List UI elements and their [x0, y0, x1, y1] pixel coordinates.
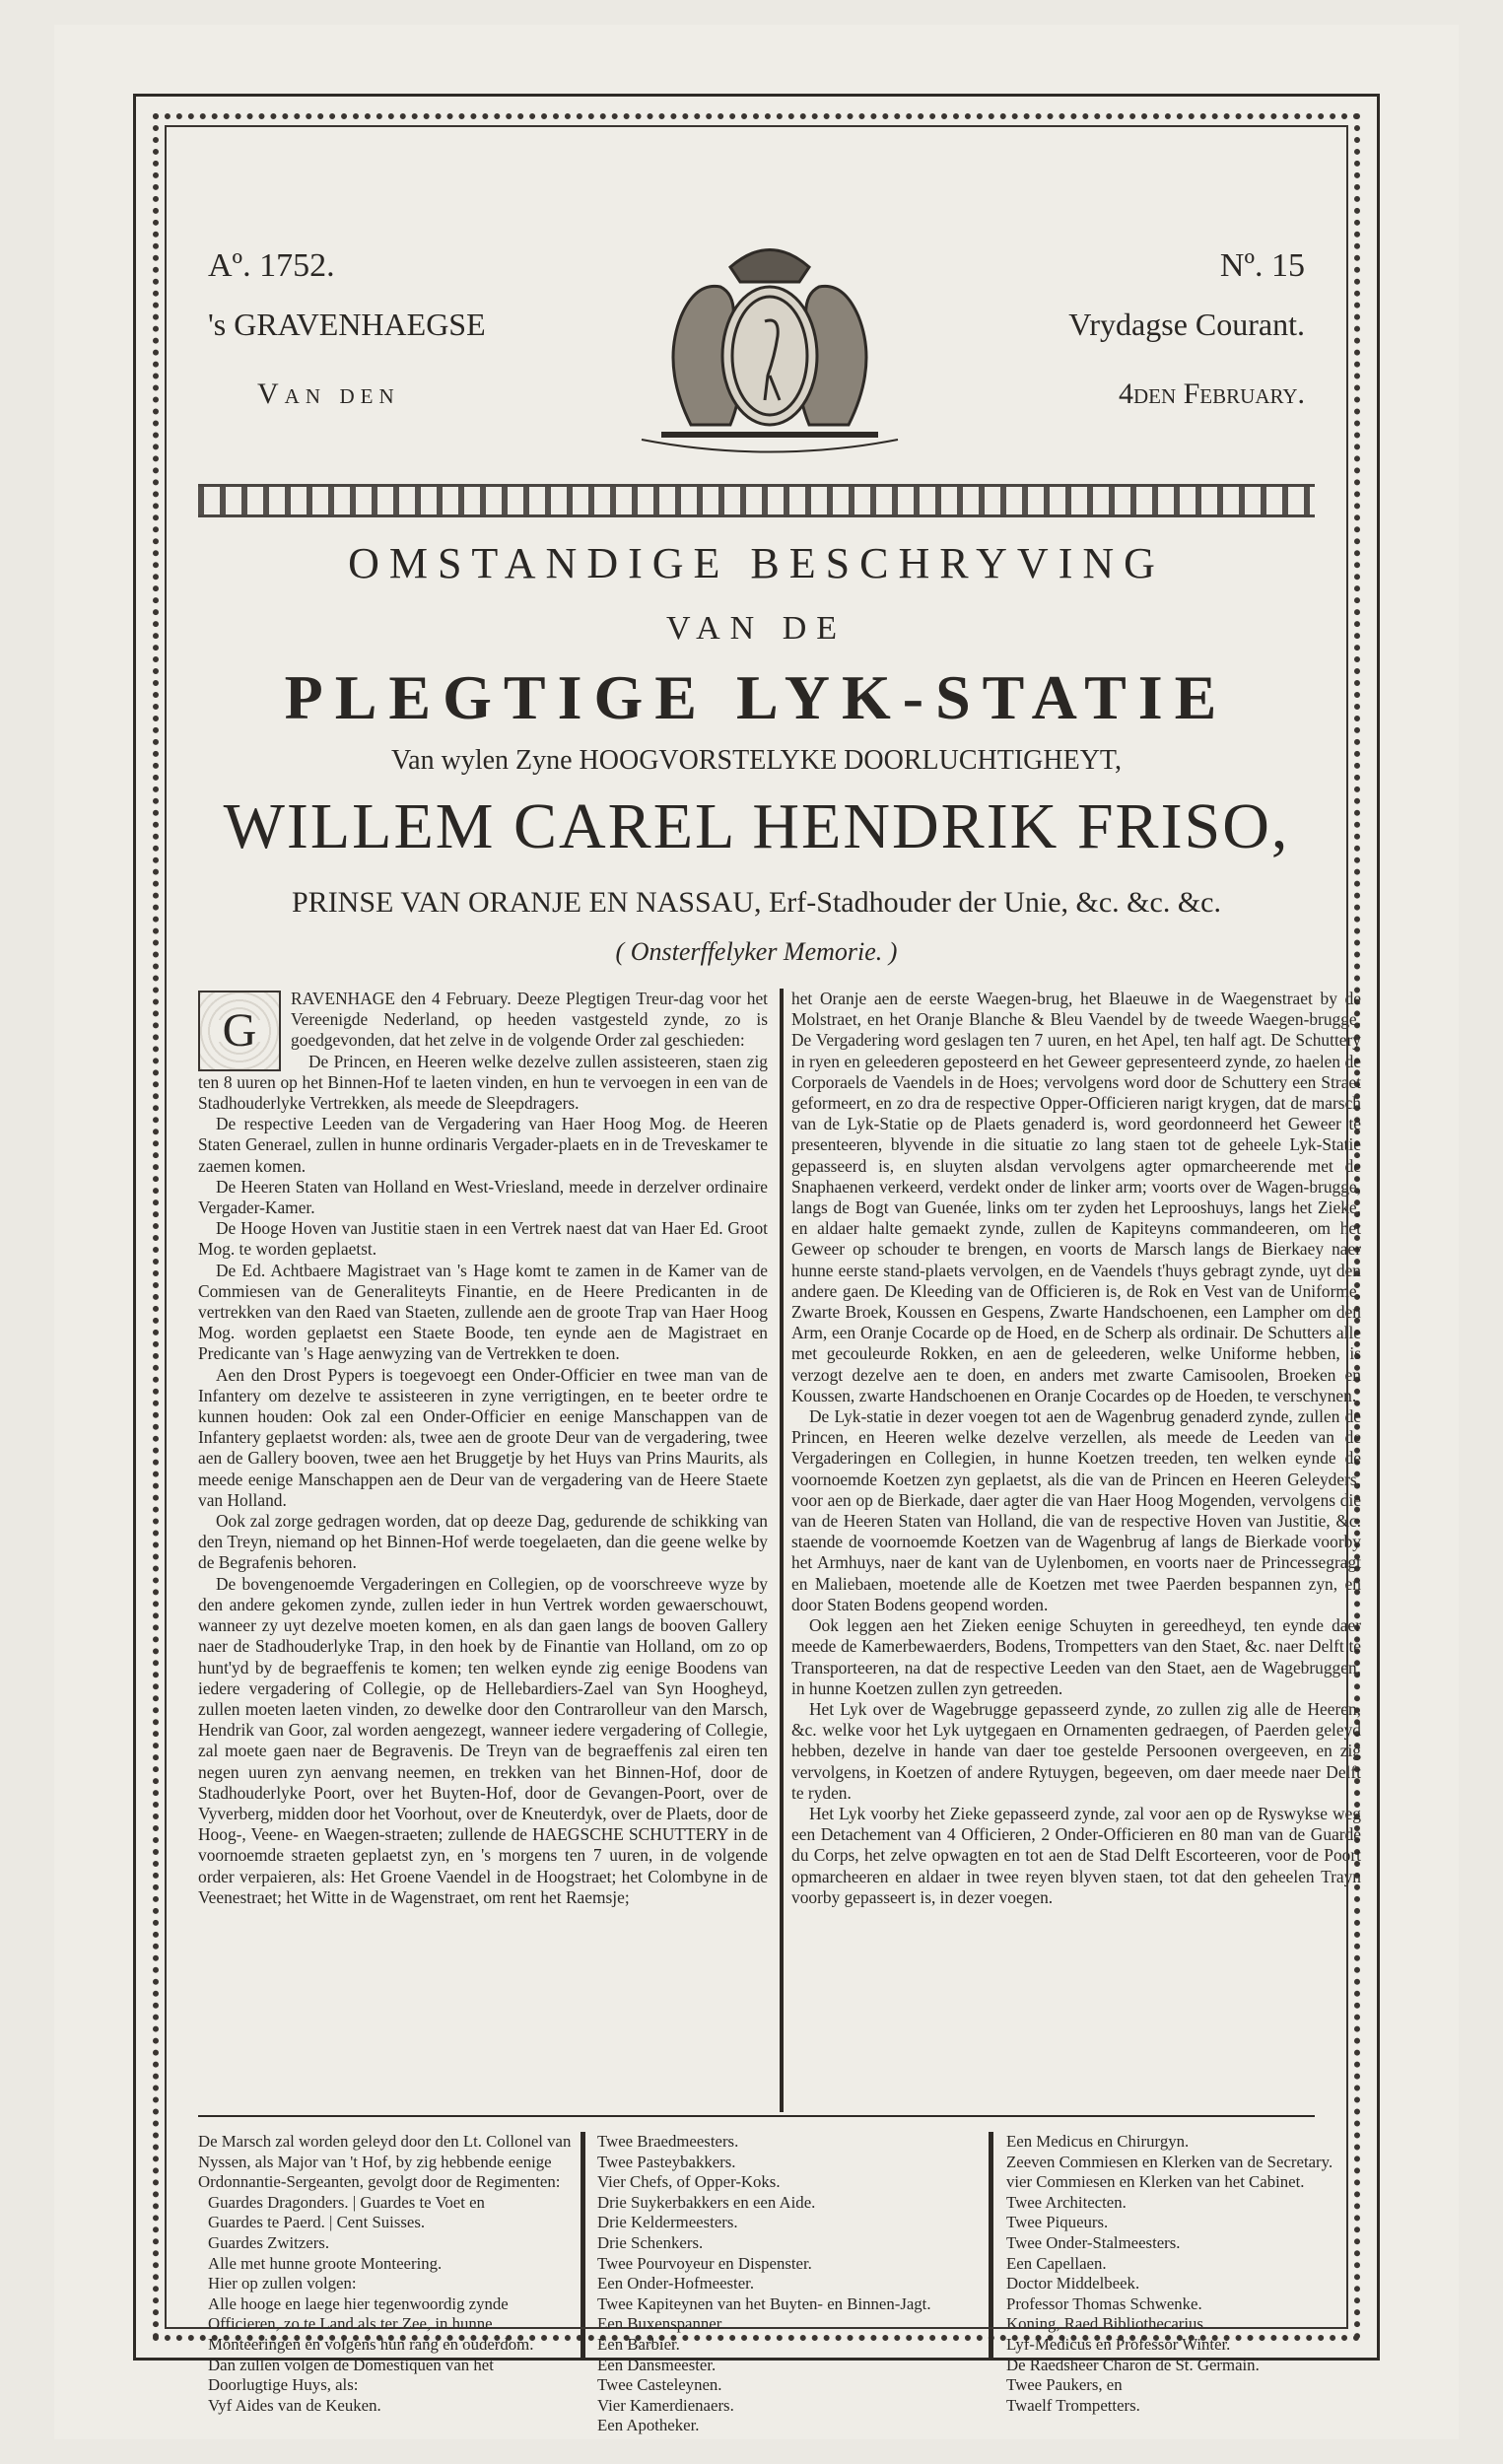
city-label: 's GRAVENHAEGSE [208, 307, 486, 342]
list-item: Vier Chefs, of Opper-Koks. [597, 2172, 781, 2192]
list-item: Een Barbier. [597, 2334, 680, 2354]
paragraph: De Ed. Achtbaere Magistraet van 's Hage komt te zamen in de Kamer van de Commiesen van de Generaliteyts Finantie, en de Heere Predicanten in de vertrekken van den Raed van Staeten, zullende aen de groote Trap van Haer Hoog Mog. worden geplaetst een Staete Boode, ten eynde aen de Magistraet en Predicante van 's Hage aenwyzing van de Vertrekken te doen. [198, 1260, 768, 1364]
list-item: Alle hooge en laege hier tegenwoordig zynde Officieren, zo te Land als ter Zee, in hunne Monteeringen en volgens hun rang en ouderdom. [208, 2293, 534, 2354]
list-item: Twee Onder-Stalmeesters. [1006, 2232, 1181, 2252]
list-item: Drie Keldermeesters. [597, 2213, 738, 2232]
list-item: Een Dansmeester. [597, 2355, 717, 2374]
list-item: Guardes te Paerd. | Cent Suisses. [208, 2213, 426, 2232]
list-item: Vier Kamerdienaers. [597, 2395, 734, 2415]
list-item: Twee Paukers, en [1006, 2375, 1123, 2395]
column-divider [581, 2132, 585, 2361]
list-item: Hier op zullen volgen: [208, 2274, 357, 2293]
paragraph: Het Lyk over de Wagebrugge gepasseerd zynde, zo zullen zig alle de Heeren, &c. welke voor het Lyk uytgegaen en Ornamenten gedraegen, of Paerden geleyd hebben, dezelve in hande van daer toe gestelde Persoonen overgeeven, en zig vervolgens, in Koetzen of andere Rytuygen, begeeven, om daer meede naer Delft te ryden. [791, 1698, 1361, 1803]
paragraph: Ook leggen aen het Zieken eenige Schuyten in gereedheyd, ten eynde daer meede de Kamerbewaerders, Bodens, Trompetters van den Staet, &c. naer Delft te Transporteeren, na dat de respective Leeden van den Staet, aen de Wagebruggen, in hunne Koetzen zullen zyn getreeden. [791, 1615, 1361, 1698]
list-item: Twee Pasteybakkers. [597, 2152, 736, 2171]
paper-name: Vrydagse Courant. [1068, 307, 1305, 342]
title-line-4: Van wylen Zyne HOOGVORSTELYKE DOORLUCHTIGHEYT, [391, 745, 1122, 776]
list-item: Alle met hunne groote Monteering. [208, 2253, 443, 2273]
list-item: Guardes Dragonders. | Guardes te Voet en [208, 2192, 485, 2212]
column-divider [780, 989, 784, 2112]
page-content [188, 149, 1361, 2435]
procession-list-3 [1006, 2132, 1366, 2416]
paragraph: Ook zal zorge gedragen worden, dat op deeze Dag, gedurende de schikking van den Treyn, niemand op het Binnen-Hof werde toegelaeten, dan die geene welke by de Begrafenis behoren. [198, 1511, 768, 1573]
paragraph: Het Lyk voorby het Zieke gepasseerd zynde, zal voor aen op de Ryswykse weg een Detachement van 4 Officieren, 2 Onder-Officieren en 80 man van de Guarde du Corps, het zelve opwagten en tot aen de Stad Delft Escorteeren, voor de Poort opmarcheeren en aldaer in twee reyen blyven staen, tot dat den geheelen Trayn voorby gepasseert is, in dezer voegen. [791, 1803, 1361, 1907]
list-item: Twee Braedmeesters. [597, 2132, 739, 2151]
column-divider [989, 2132, 993, 2361]
year-label: Aº. 1752. [208, 247, 335, 284]
paragraph: Aen den Drost Pypers is toegevoegt een Onder-Officier en twee man van de Infantery om dezelve te assisteeren in zyne verrigtingen, en te beeter ordre te kunnen houden: Ook zal een Onder-Officier en eenige Manschappen van de Infantery geplaetst worden: als, twee aen de groote Deur van de vergadering, twee aen de Gallery booven, twee aen het Bruggetje by het Huys van Prins Maurits, als meede eenige Manschappen aen de Deur van de vergadering van de Heere Staete van Holland. [198, 1364, 768, 1510]
van-den-label: Van den [257, 377, 400, 410]
list-item: Twaelf Trompetters. [1006, 2395, 1140, 2415]
paragraph: De Hooge Hoven van Justitie staen in een Vertrek naest dat van Haer Ed. Groot Mog. te worden geplaetst. [198, 1218, 768, 1260]
article-column-1 [198, 989, 768, 1908]
drop-cap: G [198, 991, 281, 1071]
newspaper-page [54, 25, 1459, 2439]
list-item: Twee Piqueurs. [1006, 2213, 1109, 2232]
paragraph: De bovengenoemde Vergaderingen en Collegien, op de voorschreeve wyze by den andere gekomen zynde, zullen ieder in hun Vertrek worden gewaerschouwt, wanneer zy uyt dezelve moeten komen, en als dan gaen langs de booven Gallery naer de Stadhouderlyke Trap, in den hoek by de Finantie van Holland, om zo op hunt'yd by de begraeffenis te komen; ten welken eynde zig eenige Boodens van iedere vergadering of Collegie, op de Hellebardiers-Zael van Syn Hoogheyd, zullen moeten laeten vinden, zo dewelke door den Contrarolleur van den Marsch, Hendrik van Goor, zal worden aengezegt, wanneer iedere vergadering of Collegie, zal moete gaen naer de Begravenis. De Treyn van de begraeffenis zal eiren ten negen uuren zyn aenvang neemen, en trekken van het Binnen-Hof, door de Stadhouderlyke Poort, over het Buyten-Hof, door de Gevangen-Poort, over de Vyverberg, midden door het Voorhout, over de Kneuterdyk, over de Plaets, door de Hoog-, Veene- en Waegen-straeten; zullende de HAEGSCHE SCHUTTERY in de voornoemde straeten geplaetst zyn, en 's morgens ten 7 uuren, in de volgende order verpaieren, als: Het Groene Vaendel in de Hoogstraet; het Colombyne in de Veenestraet; het Witte in de Wagenstraet, om rent het Raemsje; [198, 1573, 768, 1907]
title-line-2: VAN DE [665, 610, 848, 647]
list-item: Een Buxenspanner. [597, 2314, 725, 2334]
list-item: Twee Pourvoyeur en Dispenster. [597, 2253, 812, 2273]
ornamental-divider [198, 484, 1315, 517]
list-item: Drie Suykerbakkers en een Aide. [597, 2192, 816, 2212]
list-item: Doctor Middelbeek. [1006, 2274, 1140, 2293]
list-item: Een Medicus en Chirurgyn. [1006, 2132, 1190, 2151]
issue-date: 4den February. [1118, 377, 1305, 410]
list-item: Professor Thomas Schwenke. [1006, 2293, 1202, 2313]
list-item: Een Apotheker. [597, 2416, 700, 2435]
article-column-2 [791, 989, 1361, 1908]
paragraph: De respective Leeden van de Vergadering van Haer Hoog Mog. de Heeren Staten Generael, zullen in hunne ordinaris Vergader-plaets en in de Treveskamer te zaemen komen. [198, 1114, 768, 1176]
list-item: Lyf-Medicus en Professor Winter. [1006, 2334, 1231, 2354]
procession-list-2 [597, 2132, 982, 2436]
title-line-1: OMSTANDIGE BESCHRYVING [348, 539, 1165, 587]
list-item: Dan zullen volgen de Domestiquen van het Doorlugtige Huys, als: [208, 2355, 494, 2395]
list-item: De Marsch zal worden geleyd door den Lt. Collonel van Nyssen, als Major van 't Hof, by zig hebbende eenige Ordonnantie-Sergeanten, gevolgt door de Regimenten: [198, 2132, 572, 2192]
list-item: Vyf Aides van de Keuken. [208, 2395, 381, 2415]
procession-list-1 [198, 2132, 573, 2416]
paragraph: De Lyk-statie in dezer voegen tot aen de Wagenbrug genaderd zynde, zullen de Princen, en Heeren welke dezelve verzellen, als meede de Leeden van de Vergaderingen en Collegien, in hunne Koetzen treeden, ten welken eynde de voornoemde Koetzen zyn geplaetst, als die van de Princen en Heeren Geleyders, voor aen op de Bierkade, daer agter die van Haer Hoog Mogenden, vervolgens die van de Heeren Staten van Holland, die van de respective Hoven van Justitie, &c. staende de voornoemde Koetzen van de Wagenbrug af langs de Bierkade voorby het Armhuys, naer de kant van de Uylenbomen, en voorts naer de Princessegragt en Maliebaen, moetende alle de Koetzen met twee Paerden bespannen zyn, en door Staten Bodens geopend worden. [791, 1406, 1361, 1614]
section-divider [198, 2115, 1315, 2117]
title-line-3: PLEGTIGE LYK-STATIE [284, 662, 1229, 732]
list-item: Zeeven Commiesen en Klerken van de Secretary. [1006, 2152, 1333, 2171]
coat-of-arms-icon [602, 228, 937, 454]
list-item: De Raedsheer Charon de St. Germain. [1006, 2355, 1260, 2374]
ornamental-border [133, 94, 1380, 2435]
title-line-6: PRINSE VAN ORANJE EN NASSAU, Erf-Stadhouder der Unie, &c. &c. &c. [292, 886, 1221, 919]
list-item: Een Capellaen. [1006, 2253, 1107, 2273]
list-item: Een Onder-Hofmeester. [597, 2274, 755, 2293]
list-item: Koning, Raed Bibliothecarius. [1006, 2314, 1208, 2334]
issue-number: Nº. 15 [1219, 247, 1305, 284]
list-item: Guardes Zwitzers. [208, 2232, 330, 2252]
paragraph: De Princen, en Heeren welke dezelve zullen assisteeren, staen zig ten 8 uuren op het Binnen-Hof te laeten vinden, en hun te vervoegen in een van de Stadhouderlyke Vertrekken, als meede de Sleepdragers. [198, 1051, 768, 1114]
list-item: Drie Schenkers. [597, 2232, 704, 2252]
list-item: Twee Architecten. [1006, 2192, 1127, 2212]
title-line-7: ( Onsterffelyker Memorie. ) [615, 937, 898, 966]
list-item: Twee Kapiteynen van het Buyten- en Binnen-Jagt. [597, 2293, 931, 2313]
list-item: vier Commiesen en Klerken van het Cabinet. [1006, 2172, 1305, 2192]
title-line-5: WILLEM CAREL HENDRIK FRISO, [223, 790, 1290, 862]
paragraph: het Oranje aen de eerste Waegen-brug, het Blaeuwe in de Waegenstraet by de Molstraet, en het Oranje Blanche & Bleu Vaendel by de tweede Waegen-brugge. De Vergadering word geslagen ten 7 uuren, en het Apel, ten half agt. De Schuttery in ryen en geleederen geposteerd en het Geweer gepresenteerd zynde, zo haelen de Corporaels de Vaendels in de Hoes; vervolgens word door de Schuttery een Straet geformeert, en zo dra de respective Opper-Officieren narigt krygen, dat de marsch van de Lyk-Statie op de Plaets genaderd is, word geordonneerd het Geweer te presenteeren, blyvende in die situatie zo lang staen tot de geheele Lyk-Statie gepasseerd is, en sluyten alsdan vervolgens agter opmarcheerende met de Snaphaenen verkeerd, verdekt onder de linker arm; voorts over de Wagen-brugge, langs de Bogt van Guenée, links om ter zyden het Leprooshuys, langs het Zieke, en aldaer halte gemaekt zynde, zullen de Kapiteyns commandeeren, om het Geweer op schouder te brengen, en voorts de Marsch langs de Bierkaey naer hunne eerste stand-plaets vervolgen, en de Vaendels t'huys gebragt zynde, uyt den andere gaen. De Kleeding van de Officieren is, de Rok en Vest van de Uniforme, Zwarte Broek, Koussen en Gespens, Zwarte Handschoenen, een Lampher om den Arm, een Oranje Cocarde op de Hoed, en de Scherp als ordinair. De Schutters alle met gecouleurde Rokken, en aen de geleederen, welke Uniforme hebben, is verzogt dezelve aen te doen, en anders met zwarte Camisoolen, Broeken en Koussen, zwarte Handschoenen en Oranje Cocardes op de Hoeden, te verschynen. [791, 989, 1361, 1405]
paragraph: RAVENHAGE den 4 February. Deeze Plegtigen Treur-dag voor het Vereenigde Nederland, op heeden vastgesteld zynde, zo is goedgevonden, dat het zelve in de volgende Order zal geschieden: [291, 989, 768, 1051]
paragraph: De Heeren Staten van Holland en West-Vriesland, meede in derzelver ordinaire Vergader-Kamer. [198, 1176, 768, 1218]
list-item: Twee Casteleynen. [597, 2375, 722, 2395]
